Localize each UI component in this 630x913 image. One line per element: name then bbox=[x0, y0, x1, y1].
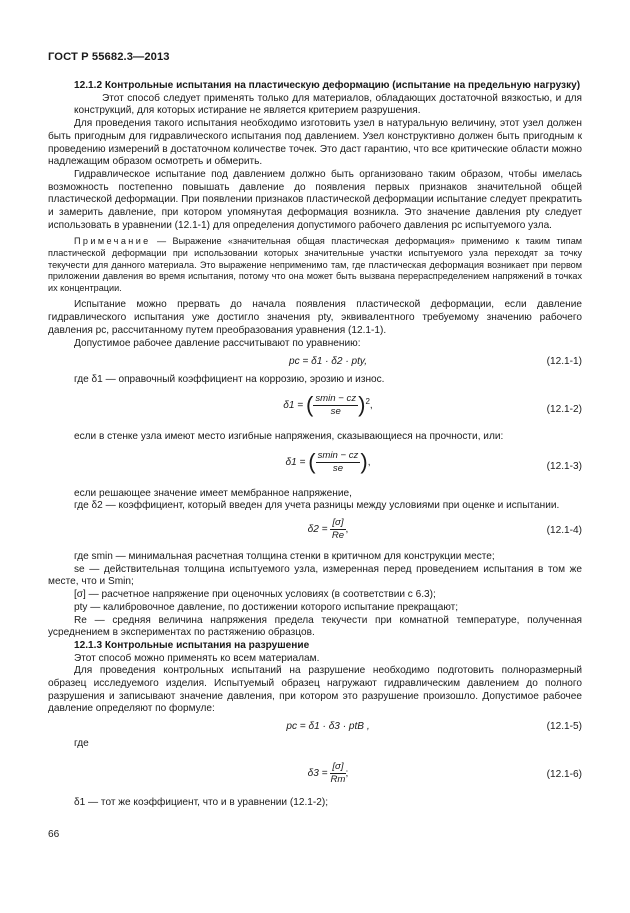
equation-12-1-4: δ2 = $\frac{[\sigma]}{Re}$ , (12.1-4) bbox=[307, 517, 582, 542]
paragraph: Этот способ следует применять только для материалов, обладающих достаточной вязкостью, и для конструкций, для которых истирание не является критерием разрушения. bbox=[74, 92, 582, 117]
equation-lhs: δ3 = bbox=[307, 768, 328, 780]
section-heading-12-1-2: 12.1.2 Контрольные испытания на пластическую деформацию (испытание на предельную нагрузку) bbox=[74, 80, 581, 91]
fraction: $\frac{smin - cz}{se}$ bbox=[315, 392, 357, 417]
definition: Re — средняя величина напряжения предела текучести при комнатной температуре, полученная усреднением в экспериментах по растяжению образцов. bbox=[48, 614, 582, 639]
definition: δ1 — тот же коэффициент, что и в уравнении (12.1-2); bbox=[74, 796, 329, 808]
page-body bbox=[48, 80, 582, 810]
paragraph: Гидравлическое испытание под давлением должно быть организовано таким образом, чтобы имелась возможность постепенно повышать давление до появления первых признаков значительной общей пластической деформации. При появлении признаков пластической деформации испытание следует прекратить и замерить давление, при котором упомянутая деформация возникла. Это значение давления pty следует использовать в уравнении (12.1-1) для определения допустимого рабочего давления pc испытуемого узла. bbox=[48, 168, 582, 231]
equation-12-1-1 bbox=[74, 350, 582, 374]
equation-number: (12.1-4) bbox=[546, 525, 582, 537]
equation-12-1-6: δ3 = $\frac{[\sigma]}{Rm}$ ; (12.1-6) bbox=[307, 760, 582, 785]
where-label: где bbox=[74, 738, 89, 750]
definition: se — действительная толщина испытуемого узла, измеренная перед проведением испытания в том же месте, что и Smin; bbox=[48, 563, 582, 588]
note-paragraph bbox=[48, 236, 582, 294]
definition: pty — калибровочное давление, по достижении которого испытание прекращают; bbox=[74, 601, 459, 613]
paragraph: Этот способ можно применять ко всем материалам. bbox=[74, 652, 320, 664]
definition: где δ2 — коэффициент, который введен для учета разницы между условиями при оценке и испытании. bbox=[74, 500, 560, 512]
equation-number: (12.1-3) bbox=[546, 460, 582, 472]
equation-number: (12.1-2) bbox=[546, 403, 582, 415]
paragraph: Для проведения контрольных испытаний на разрушение необходимо подготовить полноразмерный образец исследуемого изделия. Испытуемый образец нагружают гидравлическим давлением до полного разрушения и записывают значение давления, при котором это разрушение произошло. Допустимое рабочее давление определяют по формуле: bbox=[48, 665, 582, 715]
note-label: Примечание bbox=[74, 236, 151, 247]
equation-number: (12.1-6) bbox=[546, 768, 582, 780]
fraction: $\frac{smin - cz}{se}$ bbox=[317, 449, 359, 474]
equation-expression: pc = δ1 · δ2 · pty, bbox=[288, 356, 368, 368]
paragraph: Допустимое рабочее давление рассчитывают по уравнению: bbox=[74, 337, 361, 349]
paragraph: Испытание можно прервать до начала появления пластической деформации, если давление гидравлического испытания уже достигло значения pty, эквивалентного требуемому значению рабочего давления pc, рассчитанному путем преобразования уравнения (12.1-1). bbox=[48, 299, 582, 336]
definition: где δ1 — оправочный коэффициент на коррозию, эрозию и износ. bbox=[74, 374, 385, 386]
equation-number: (12.1-1) bbox=[546, 356, 582, 368]
note-text: — Выражение «значительная общая пластическая деформация» применимо к таким типам пластической деформации при использовании которых значительные участки испытуемого узла переходят за точку текучести для данного материала. Это выражение неприменимо там, где пластическая деформация возникает при первом приложении давления во время испытания, потому что она может быть вызвана перераспределением напряжений в точках их концентрации. bbox=[48, 236, 582, 293]
equation-expression: pc = δ1 · δ3 · ptB , bbox=[286, 721, 370, 733]
equation-12-1-2: δ1 = ( $\frac{smin - cz}{se}$ )$^2$, (12.1-2) bbox=[283, 392, 582, 418]
page-number: 66 bbox=[48, 829, 60, 840]
paragraph: если в стенке узла имеют место изгибные напряжения, сказывающиеся на прочности, или: bbox=[74, 430, 504, 442]
equation-12-1-3: δ1 = ( $\frac{smin - cz}{se}$ ), (12.1-3) bbox=[285, 448, 582, 474]
fraction: $\frac{[\sigma]}{Re}$ bbox=[331, 517, 345, 542]
paragraph: Для проведения такого испытания необходимо изготовить узел в натуральную величину, этот узел должен быть пригодным для гидравлического испытания под давлением. Узел конструктивно должен быть пригодным к проведению измерений в достаточном количестве точек. Это даст гарантию, что все критические области можно надлежащим образом осмотреть и обмерить. bbox=[48, 118, 582, 168]
fraction: $\frac{[\sigma]}{Rm}$ bbox=[330, 760, 346, 785]
equation-12-1-5 bbox=[74, 716, 582, 738]
equation-lhs: δ1 = bbox=[285, 456, 306, 468]
definition: [σ] — расчетное напряжение при оценочных условиях (в соответствии с 6.3); bbox=[74, 589, 436, 601]
section-heading-12-1-3: 12.1.3 Контрольные испытания на разрушение bbox=[74, 639, 310, 651]
standard-header: ГОСТ Р 55682.3—2013 bbox=[48, 51, 170, 63]
definition: где smin — минимальная расчетная толщина стенки в критичном для конструкции месте; bbox=[74, 551, 495, 563]
equation-number: (12.1-5) bbox=[546, 721, 582, 733]
paragraph: если решающее значение имеет мембранное напряжение, bbox=[74, 487, 352, 499]
equation-lhs: δ2 = bbox=[307, 524, 328, 536]
equation-lhs: δ1 = bbox=[283, 400, 304, 412]
